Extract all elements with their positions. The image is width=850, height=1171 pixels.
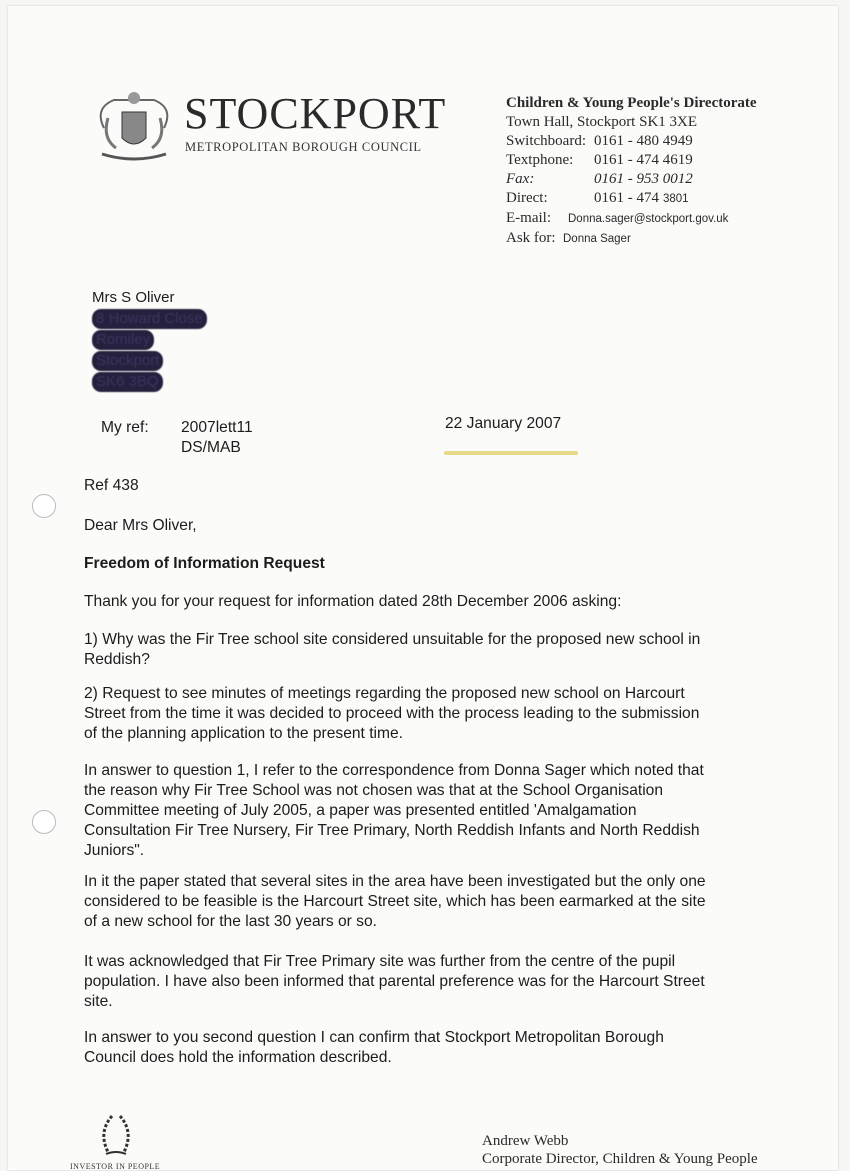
signatory-name: Andrew Webb xyxy=(482,1133,569,1149)
text-line: Street from the time it was decided to proceed with the process leading to the submission xyxy=(84,705,700,722)
paragraph xyxy=(84,872,706,932)
ref-line: 2007lett11 xyxy=(181,419,253,436)
contact-label: Textphone: xyxy=(506,152,574,168)
salutation: Dear Mrs Oliver, xyxy=(84,517,197,534)
text-line: Juniors". xyxy=(84,842,145,859)
text-line: Consultation Fir Tree Nursery, Fir Tree Primary, North Reddish Infants and North Reddish xyxy=(84,822,700,839)
contact-email xyxy=(506,209,757,229)
my-ref-label: My ref: xyxy=(101,419,149,436)
text-line: In it the paper stated that several sites in the area have been investigated but the only one xyxy=(84,873,706,890)
text-line: In answer to you second question I can confirm that Stockport Metropolitan Borough xyxy=(84,1029,664,1046)
redacted-address-line: Romiley xyxy=(92,330,154,350)
my-ref-value xyxy=(181,418,253,458)
text-line: In answer to question 1, I refer to the correspondence from Donna Sager which noted that xyxy=(84,762,704,779)
contact-label: E-mail: xyxy=(506,210,551,226)
contact-value: 0161 - 474 xyxy=(594,190,659,206)
paragraph xyxy=(84,761,704,861)
text-line: site. xyxy=(84,993,113,1010)
text-line: It was acknowledged that Fir Tree Primary site was further from the centre of the pupil xyxy=(84,953,676,970)
text-line: population. I have also been informed that parental preference was for the Harcourt Street xyxy=(84,973,705,990)
text-line: 2) Request to see minutes of meetings regarding the proposed new school on Harcourt xyxy=(84,685,685,702)
punch-hole xyxy=(32,494,56,518)
text-line: considered to be feasible is the Harcourt Street site, which has been earmarked at the site xyxy=(84,893,706,910)
directorate-address: Town Hall, Stockport SK1 3XE xyxy=(506,114,698,130)
text-line: Thank you for your request for information dated 28th December 2006 asking: xyxy=(84,593,622,610)
text-line: Council does hold the information described. xyxy=(84,1049,392,1066)
text-line: Reddish? xyxy=(84,651,150,668)
letter-page xyxy=(8,6,838,1170)
signatory-title: Corporate Director, Children & Young People xyxy=(482,1151,758,1167)
council-subtitle: METROPOLITAN BOROUGH COUNCIL xyxy=(185,140,422,154)
contact-textphone xyxy=(506,151,757,170)
contact-value: 0161 - 953 0012 xyxy=(594,171,693,187)
paragraph xyxy=(84,1028,664,1068)
ref-number: Ref 438 xyxy=(84,477,139,494)
direct-extension: 3801 xyxy=(663,193,689,205)
contact-label: Switchboard: xyxy=(506,133,586,149)
signature-block xyxy=(482,1132,758,1168)
contact-value: 0161 - 480 4949 xyxy=(594,133,693,149)
text-line: Committee meeting of July 2005, a paper was presented entitled 'Amalgamation xyxy=(84,802,637,819)
contact-label: Direct: xyxy=(506,190,548,206)
council-name: STOCKPORT xyxy=(184,89,447,138)
redacted-address-line: SK6 3BQ xyxy=(92,372,163,392)
redacted-address-line: Stockport xyxy=(92,351,163,371)
investor-in-people-laurel-icon xyxy=(96,1112,136,1158)
text-line: of the planning application to the present time. xyxy=(84,725,404,742)
recipient-address xyxy=(92,288,207,393)
text-line: the reason why Fir Tree School was not chosen was that at the School Organisation xyxy=(84,782,664,799)
ref-line: DS/MAB xyxy=(181,439,241,456)
paragraph xyxy=(84,592,621,612)
investor-in-people-label: INVESTOR IN PEOPLE xyxy=(70,1162,161,1171)
letter-heading: Freedom of Information Request xyxy=(84,555,325,572)
contact-block xyxy=(506,94,757,249)
contact-value: 0161 - 474 4619 xyxy=(594,152,693,168)
text-line: of a new school for the last 30 years or so. xyxy=(84,913,377,930)
contact-ask-for xyxy=(506,229,757,249)
letter-date: 22 January 2007 xyxy=(445,415,562,432)
council-crest-icon xyxy=(94,88,174,164)
contact-fax xyxy=(506,170,757,189)
redacted-address-line: 8 Howard Close xyxy=(92,309,207,329)
paragraph xyxy=(84,630,700,670)
contact-switchboard xyxy=(506,132,757,151)
recipient-name: Mrs S Oliver xyxy=(92,289,175,306)
paragraph xyxy=(84,684,699,744)
contact-value: Donna Sager xyxy=(563,233,631,245)
punch-hole xyxy=(32,810,56,834)
paragraph xyxy=(84,952,705,1012)
contact-email-value: Donna.sager@stockport.gov.uk xyxy=(568,213,729,225)
directorate-name: Children & Young People's Directorate xyxy=(506,95,757,111)
date-highlight xyxy=(444,451,578,455)
contact-direct xyxy=(506,189,757,209)
contact-label: Fax: xyxy=(506,171,535,187)
contact-label: Ask for: xyxy=(506,230,556,246)
text-line: 1) Why was the Fir Tree school site considered unsuitable for the proposed new school in xyxy=(84,631,701,648)
